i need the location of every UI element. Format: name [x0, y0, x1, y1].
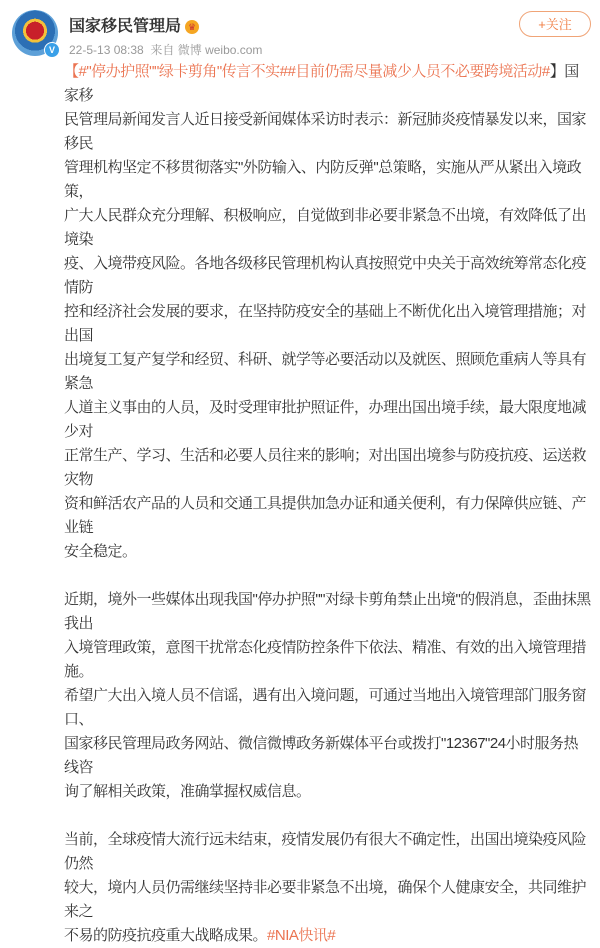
- post-body: [64, 60, 592, 948]
- post-line: 安全稳定。: [64, 543, 137, 560]
- post-line: 民管理局新闻发言人近日接受新闻媒体采访时表示：新冠肺炎疫情暴发以来，国家移民: [64, 111, 587, 152]
- verified-icon: V: [44, 42, 60, 58]
- post-line: 人道主义事由的人员，及时受理审批护照证件，办理出国出境手续，最大限度地减少对: [64, 399, 587, 440]
- post-line: 管理机构坚定不移贯彻落实"外防输入、内防反弹"总策略，实施从严从紧出入境政策，: [64, 159, 582, 200]
- paragraph-3: [64, 828, 592, 924]
- paragraph-1: [64, 108, 592, 564]
- post-line: 资和鲜活农产品的人员和交通工具提供加急办证和通关便利，有力保障供应链、产业链: [64, 495, 587, 536]
- post-line: 国家移民管理局政务网站、微信微博政务新媒体平台或拨打"12367"24小时服务热线咨: [64, 735, 579, 776]
- post-line: 希望广大出入境人员不信谣，遇有出入境问题，可通过当地出入境管理部门服务窗口、: [64, 687, 587, 728]
- source: 来自 微博 weibo.com: [150, 43, 263, 57]
- author-name[interactable]: 国家移民管理局: [69, 18, 182, 35]
- post-text: 】国家移: [64, 63, 579, 104]
- bracket: 【: [64, 63, 79, 80]
- post-line: 出境复工复产复学和经贸、科研、就学等必要活动以及就医、照顾危重病人等具有紧急: [64, 351, 587, 392]
- post-line: 较大，境内人员仍需继续坚持非必要非紧急不出境，确保个人健康安全，共同维护来之: [64, 879, 587, 920]
- paragraph-2: [64, 588, 592, 804]
- follow-button[interactable]: +关注: [519, 11, 591, 37]
- post-line: 询了解相关政策，准确掌握权威信息。: [64, 783, 311, 800]
- post-line: 正常生产、学习、生活和必要人员往来的影响；对出国出境参与防疫抗疫、运送救灾物: [64, 447, 587, 488]
- post-line: 近期，境外一些媒体出现我国"停办护照""对绿卡剪角禁止出境"的假消息，歪曲抹黑我出: [64, 591, 591, 632]
- member-crown-icon: ♛: [185, 20, 199, 34]
- post-line: 控和经济社会发展的要求，在坚持防疫安全的基础上不断优化出入境管理措施；对出国: [64, 303, 587, 344]
- post-line: 当前，全球疫情大流行远未结束，疫情发展仍有很大不确定性，出国出境染疫风险仍然: [64, 831, 587, 872]
- post-meta: [69, 41, 262, 58]
- hashtag-link[interactable]: #"停办护照""绿卡剪角"传言不实##目前仍需尽量减少人员不必要跨境活动#: [78, 63, 550, 80]
- post-line: 广大人民群众充分理解、积极响应，自觉做到非必要非紧急不出境，有效降低了出境染: [64, 207, 587, 248]
- author-name-row: [69, 13, 199, 36]
- hashtag-nia-link[interactable]: #NIA快讯#: [267, 927, 336, 944]
- timestamp[interactable]: 22-5-13 08:38: [69, 43, 144, 57]
- post-line: 疫、入境带疫风险。各地各级移民管理机构认真按照党中央关于高效统筹常态化疫情防: [64, 255, 587, 296]
- post-line: 入境管理政策，意图干扰常态化疫情防控条件下依法、精准、有效的出入境管理措施。: [64, 639, 587, 680]
- post-line: [64, 60, 592, 108]
- post-line: [64, 924, 592, 948]
- post-text: 不易的防疫抗疫重大战略成果。: [64, 927, 268, 944]
